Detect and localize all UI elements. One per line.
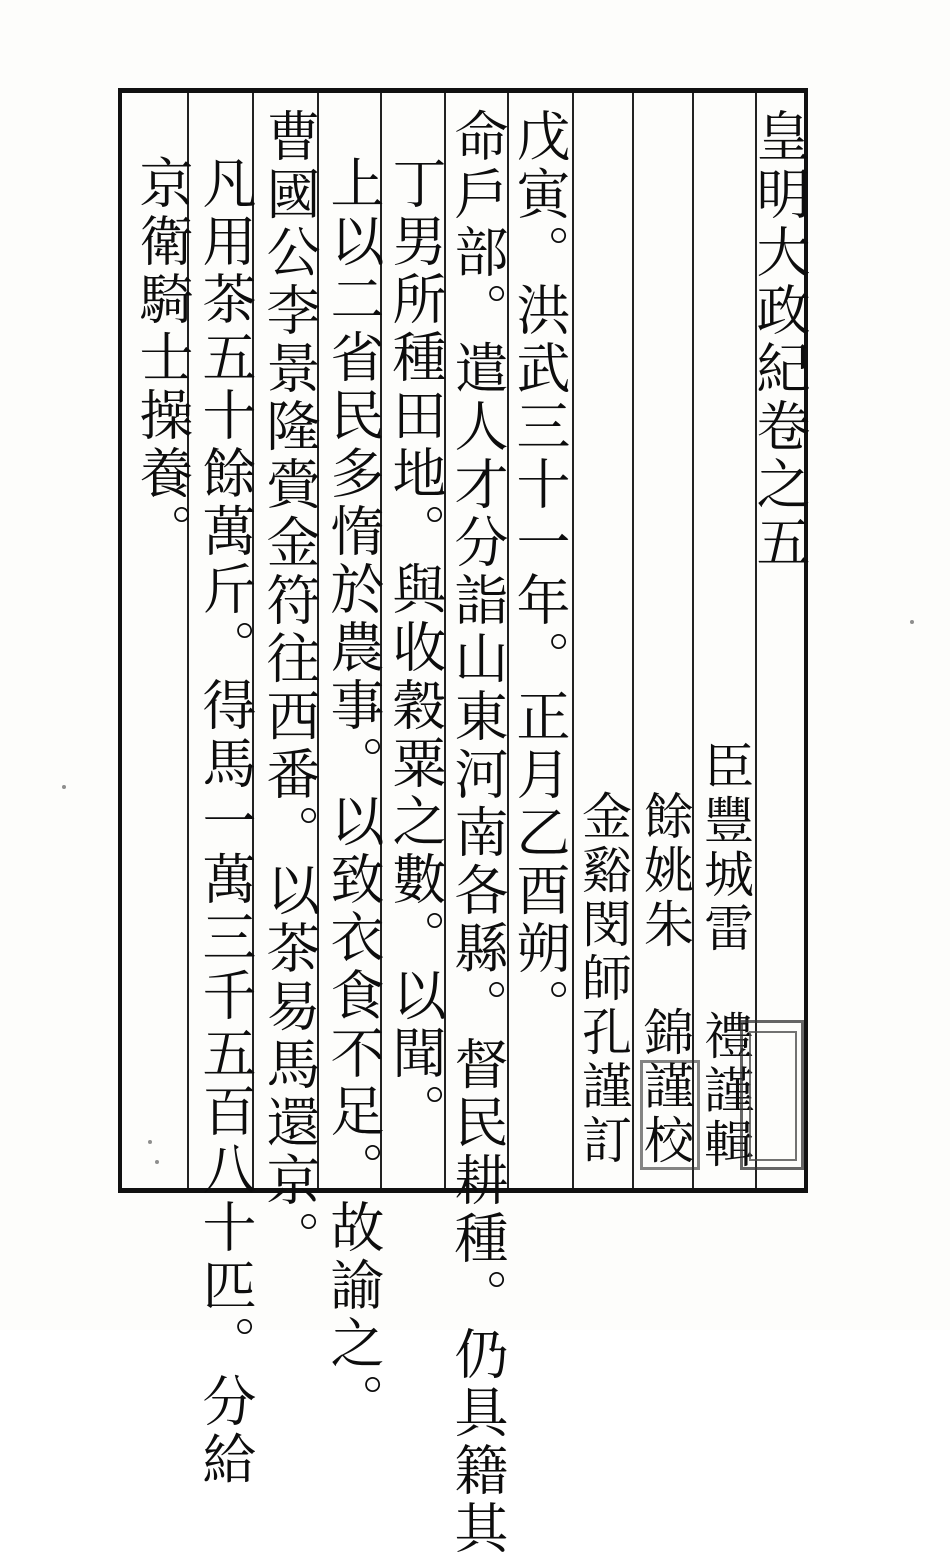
scan-speck (910, 620, 914, 624)
scan-speck (62, 785, 66, 789)
scan-speck (155, 1160, 159, 1164)
credit-editor: 金谿閔師孔謹訂 (574, 790, 632, 1168)
scan-speck (148, 1140, 152, 1144)
seal-stamp (740, 1020, 804, 1170)
text-column-6: 凡用茶五十餘萬斤。得馬一萬三千五百八十匹。分給 (194, 155, 257, 1489)
credit-author: 臣豐城雷 禮謹輯 (696, 740, 754, 1172)
text-column-7: 京衛騎士操養。 (131, 155, 194, 561)
text-column-1: 戊寅。洪武三十一年。正月乙酉朔。 (508, 108, 571, 1036)
credit-proofreader: 餘姚朱 錦謹校 (636, 790, 694, 1168)
seal-stamp-small (640, 1060, 700, 1170)
book-title: 皇明大政紀卷之五 (748, 108, 811, 572)
column-rule (632, 93, 634, 1188)
text-column-4: 上以二省民多惰於農事。以致衣食不足。故諭之。 (322, 155, 385, 1431)
text-column-3: 丁男所種田地。與收穀粟之數。以聞。 (384, 155, 447, 1141)
text-column-5: 曹國公李景隆賫金符往西番。以茶易馬還京。 (258, 108, 321, 1268)
text-column-2: 命戶部。遣人才分詣山東河南各縣。督民耕種。仍具籍其 (446, 108, 509, 1558)
